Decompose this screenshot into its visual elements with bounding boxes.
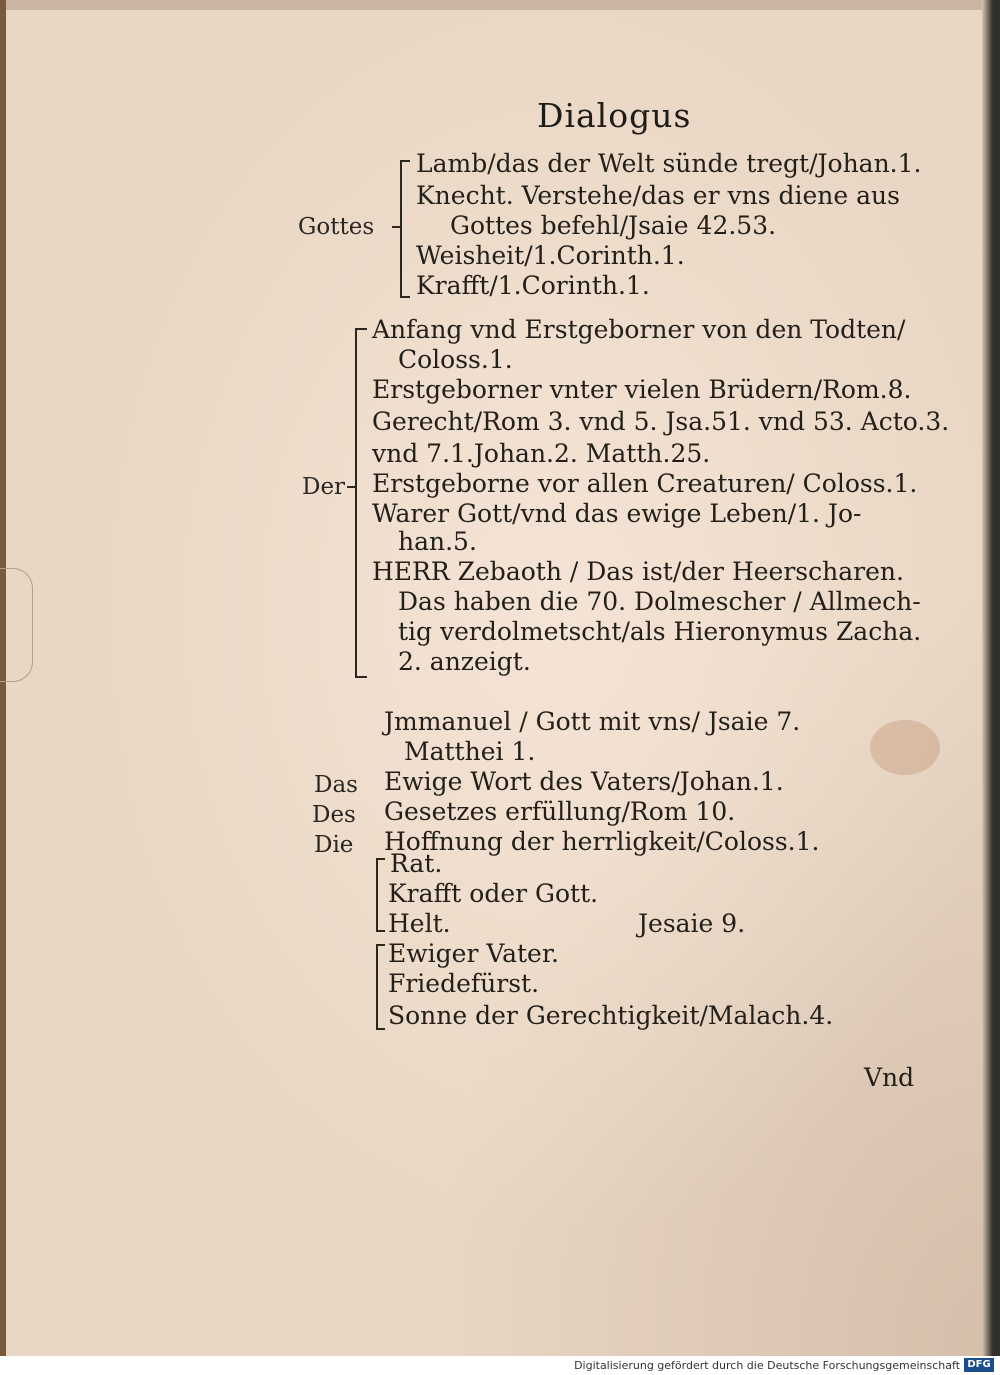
brace-jesaie-2 — [376, 944, 385, 1030]
page-clip-mark — [0, 568, 33, 682]
lower-row-die: Hoffnung der herrligkeit/Coloss.1. — [384, 827, 820, 856]
der-line-7: Warer Gott/vnd das ewige Leben/1. Jo- — [372, 499, 862, 528]
jesaie-item-2: Krafft oder Gott. — [388, 879, 599, 908]
label-das: Das — [314, 772, 358, 798]
catchword: Vnd — [864, 1063, 915, 1092]
gottes-line-4: Weisheit/1.Corinth.1. — [416, 241, 685, 270]
label-die: Die — [314, 832, 354, 858]
footer-credit: Digitalisierung gefördert durch die Deutsche Forschungsgemeinschaft — [574, 1359, 960, 1372]
brace-der — [355, 328, 367, 678]
page-header: Dialogus — [537, 96, 692, 135]
jesaie-reference: Jesaie 9. — [638, 909, 746, 938]
gottes-line-5: Krafft/1.Corinth.1. — [416, 271, 650, 300]
der-line-1: Anfang vnd Erstgeborner von den Todten/ — [372, 315, 906, 344]
der-line-10: Das haben die 70. Dolmescher / Allmech- — [398, 587, 921, 616]
gottes-line-1: Lamb/das der Welt sünde tregt/Johan.1. — [416, 149, 922, 178]
der-line-2: Coloss.1. — [398, 345, 513, 374]
jesaie-item-5: Friedefürst. — [388, 969, 540, 998]
gottes-line-3: Gottes befehl/Jsaie 42.53. — [450, 211, 777, 240]
jesaie-item-3: Helt. — [388, 909, 451, 938]
der-line-9: HERR Zebaoth / Das ist/der Heerscharen. — [372, 557, 904, 586]
dfg-logo: DFG — [964, 1358, 994, 1372]
der-line-12: 2. anzeigt. — [398, 647, 531, 676]
page-right-edge — [982, 0, 1000, 1356]
brace-gottes-tip — [392, 226, 400, 228]
gottes-line-2: Knecht. Verstehe/das er vns diene aus — [416, 181, 900, 210]
jesaie-item-4: Ewiger Vater. — [388, 939, 559, 968]
label-gottes: Gottes — [298, 214, 375, 240]
jesaie-item-6: Sonne der Gerechtigkeit/Malach.4. — [388, 1001, 834, 1030]
brace-gottes — [400, 160, 410, 298]
der-line-5: vnd 7.1.Johan.2. Matth.25. — [372, 439, 711, 468]
lower-line-2: Matthei 1. — [404, 737, 536, 766]
der-line-3: Erstgeborner vnter vielen Brüdern/Rom.8. — [372, 375, 912, 404]
label-des: Des — [312, 802, 356, 828]
der-line-8: han.5. — [398, 527, 477, 556]
brace-der-tip — [347, 486, 355, 488]
paper-stain — [870, 720, 940, 775]
page-top-edge — [0, 0, 1000, 10]
der-line-4: Gerecht/Rom 3. vnd 5. Jsa.51. vnd 53. Acto.3. — [372, 407, 950, 436]
jesaie-item-1: Rat. — [390, 849, 443, 878]
label-der: Der — [302, 474, 346, 500]
brace-jesaie-1 — [376, 858, 385, 932]
der-line-11: tig verdolmetscht/als Hieronymus Zacha. — [398, 617, 922, 646]
lower-row-des: Gesetzes erfüllung/Rom 10. — [384, 797, 736, 826]
der-line-6: Erstgeborne vor allen Creaturen/ Coloss.1. — [372, 469, 918, 498]
lower-line-1: Jmmanuel / Gott mit vns/ Jsaie 7. — [384, 707, 801, 736]
lower-row-das: Ewige Wort des Vaters/Johan.1. — [384, 767, 784, 796]
